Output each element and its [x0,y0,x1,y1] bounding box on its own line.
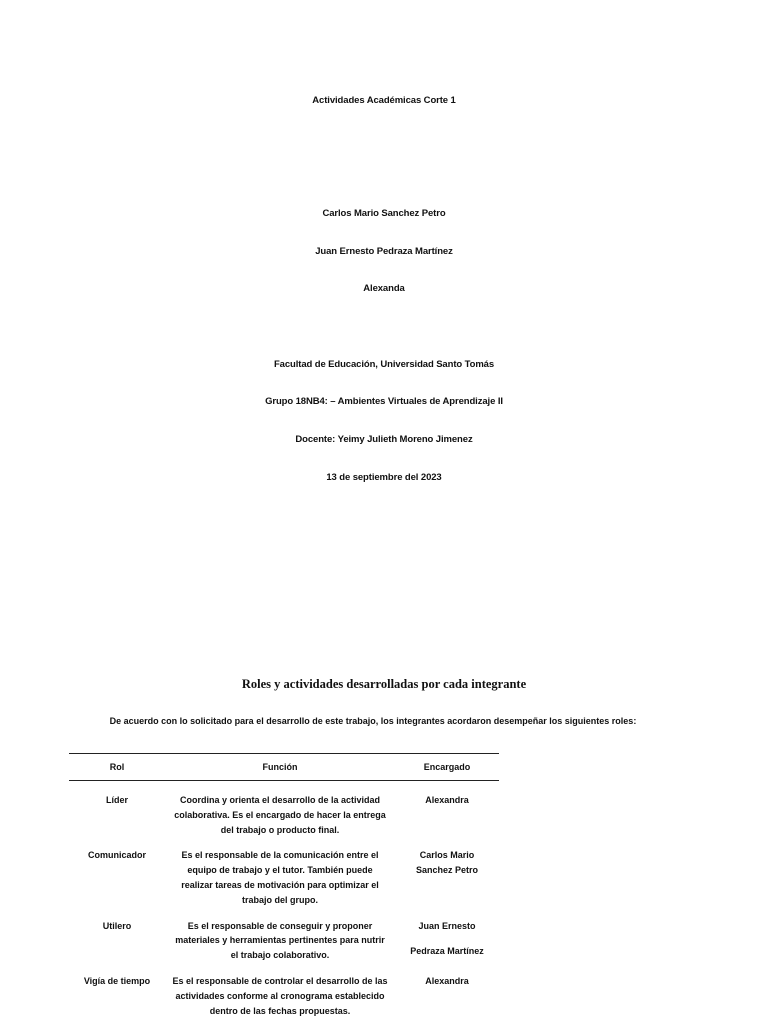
cell-funcion: Es el responsable de conseguir y proponer materiales y herramientas pertinentes para nutrir el trabajo colaborativo. [175,920,385,961]
header-funcion: Función [165,754,395,781]
section-heading: Roles y actividades desarrolladas por cada integrante [241,677,527,691]
table-row [69,781,499,849]
cell-funcion: Es el responsable de la comunicación entre el equipo de trabajo y el tutor. También puede realizar tareas de motivación para optimizar el trabajo del grupo. [181,850,379,905]
cell-encargado: Alexandra [425,975,469,986]
institution: Facultad de Educación, Universidad Santo Tomás [273,359,495,370]
document-title: Actividades Académicas Corte 1 [312,95,456,106]
table-header-row [69,754,499,781]
author-3: Alexanda [363,283,405,294]
date: 13 de septiembre del 2023 [326,472,442,483]
cell-rol: Líder [105,795,128,805]
section-intro: De acuerdo con lo solicitado para el desarrollo de este trabajo, los integrantes acordaron desempeñar los siguientes roles: [109,716,637,726]
cell-funcion: Coordina y orienta el desarrollo de la actividad colaborativa. Es el encargado de hacer la entrega del trabajo o producto final. [174,795,386,835]
roles-table [69,753,499,1029]
course-group: Grupo 18NB4: – Ambientes Virtuales de Aprendizaje II [265,396,503,407]
cell-rol: Comunicador [87,850,146,861]
table-row [69,848,499,918]
encargado-line-1: Juan Ernesto [418,920,476,931]
author-2: Juan Ernesto Pedraza Martínez [315,246,453,257]
author-1: Carlos Mario Sanchez Petro [322,208,446,219]
header-rol: Rol [69,754,165,781]
header-encargado: Encargado [395,754,499,781]
cell-rol: Utilero [102,920,132,931]
cell-funcion: Es el responsable de controlar el desarrollo de las actividades conforme al cronograma establecido dentro de las fechas propuestas. [172,975,388,1016]
cell-rol: Vigía de tiempo [83,975,151,986]
cell-encargado: Carlos Mario Sanchez Petro [415,850,479,876]
cell-encargado: Alexandra [425,795,469,805]
cell-encargado [395,919,499,974]
table-row [69,974,499,1029]
table-row [69,919,499,974]
encargado-line-2: Pedraza Martínez [410,946,484,957]
teacher: Docente: Yeimy Julieth Moreno Jimenez [295,434,473,445]
